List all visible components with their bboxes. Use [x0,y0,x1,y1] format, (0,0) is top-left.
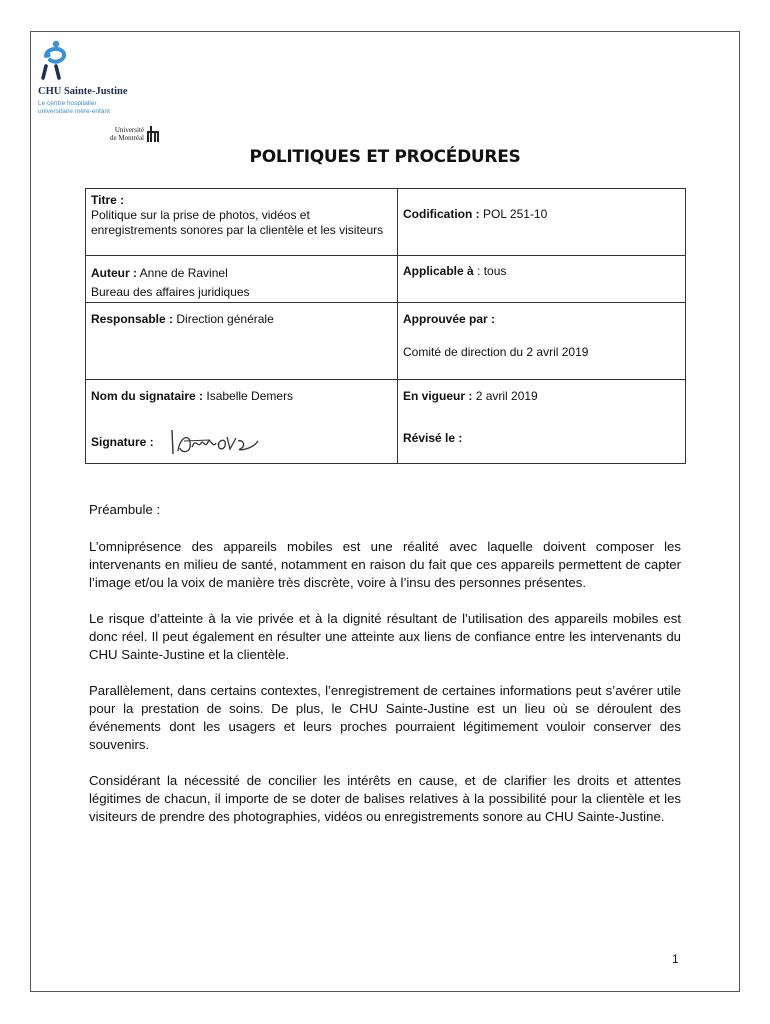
vigueur-label: En vigueur : [403,389,473,403]
auteur-cell [86,256,398,303]
university-logo [90,126,185,144]
page-number: 1 [672,952,679,966]
vigueur-cell [398,380,686,464]
auteur-label: Auteur : [91,266,137,280]
preambule-heading: Préambule : [89,502,161,517]
vigueur-value: 2 avril 2019 [475,389,538,403]
revise-label: Révisé le : [403,431,463,445]
signataire-cell [86,380,398,464]
university-name: Université de Montréal [109,126,144,142]
auteur-department: Bureau des affaires juridiques [91,285,250,299]
responsable-label: Responsable : [91,312,174,326]
signataire-label: Nom du signataire : [91,389,204,403]
titre-value: Politique sur la prise de photos, vidéos et enregistrements sonores par la clientèle et les visiteurs [91,208,384,237]
udem-emblem-icon [147,126,159,142]
applicable-value: : tous [477,264,507,278]
signature-label: Signature : [91,434,154,449]
paragraph-1: L’omniprésence des appareils mobiles est une réalité avec laquelle doivent composer les intervenants en milieu de santé, notamment en raison du fait que ces appareils permettent de capter l’image et/ou la voix de manière très discrète, voire à l’insu des personnes présentes. [89,539,681,590]
paragraph-4: Considérant la nécessité de concilier les intérêts en cause, et de clarifier les droits et attentes légitimes de chacun, il importe de se doter de balises relatives à la possibilité pour la clientèle et les visiteurs de prendre des photographies, vidéos ou enregistrements sonore au CHU Sainte-Justine. [89,773,681,824]
paragraph-3: Parallèlement, dans certains contextes, l’enregistrement de certaines informations peut s’avérer utile pour la prestation de soins. De plus, le CHU Sainte-Justine est un lieu où se déroulent des événements dont les usagers et leurs proches pourraient légitimement vouloir conserver des souvenirs. [89,683,681,752]
document-title: POLITIQUES ET PROCÉDURES [249,147,521,167]
responsable-cell [86,303,398,380]
codification-cell [398,189,686,256]
approuvee-cell [398,303,686,380]
document-body [89,501,681,844]
applicable-label: Applicable à [403,264,474,278]
approuvee-label: Approuvée par : [403,312,496,326]
policy-metadata-table [85,188,686,464]
auteur-value: Anne de Ravinel [139,266,228,280]
handwritten-signature [170,427,262,457]
titre-cell [86,189,398,256]
institution-subtitle: Le centre hospitalier universitaire mère-enfant [38,100,110,115]
institution-name: CHU Sainte-Justine [38,86,128,97]
approuvee-value: Comité de direction du 2 avril 2019 [403,345,589,359]
codification-value: POL 251-10 [483,207,548,221]
applicable-cell [398,256,686,303]
titre-label: Titre : [91,193,125,207]
responsable-value: Direction générale [176,312,274,326]
signataire-value: Isabelle Demers [206,389,294,403]
codification-label: Codification : [403,207,480,221]
chu-logo-icon [38,38,70,80]
paragraph-2: Le risque d’atteinte à la vie privée et à la dignité résultant de l’utilisation des appareils mobiles est donc réel. Il peut également en résulter une atteinte aux liens de confiance entre les intervenants du CHU Sainte-Justine et la clientèle. [89,611,681,662]
